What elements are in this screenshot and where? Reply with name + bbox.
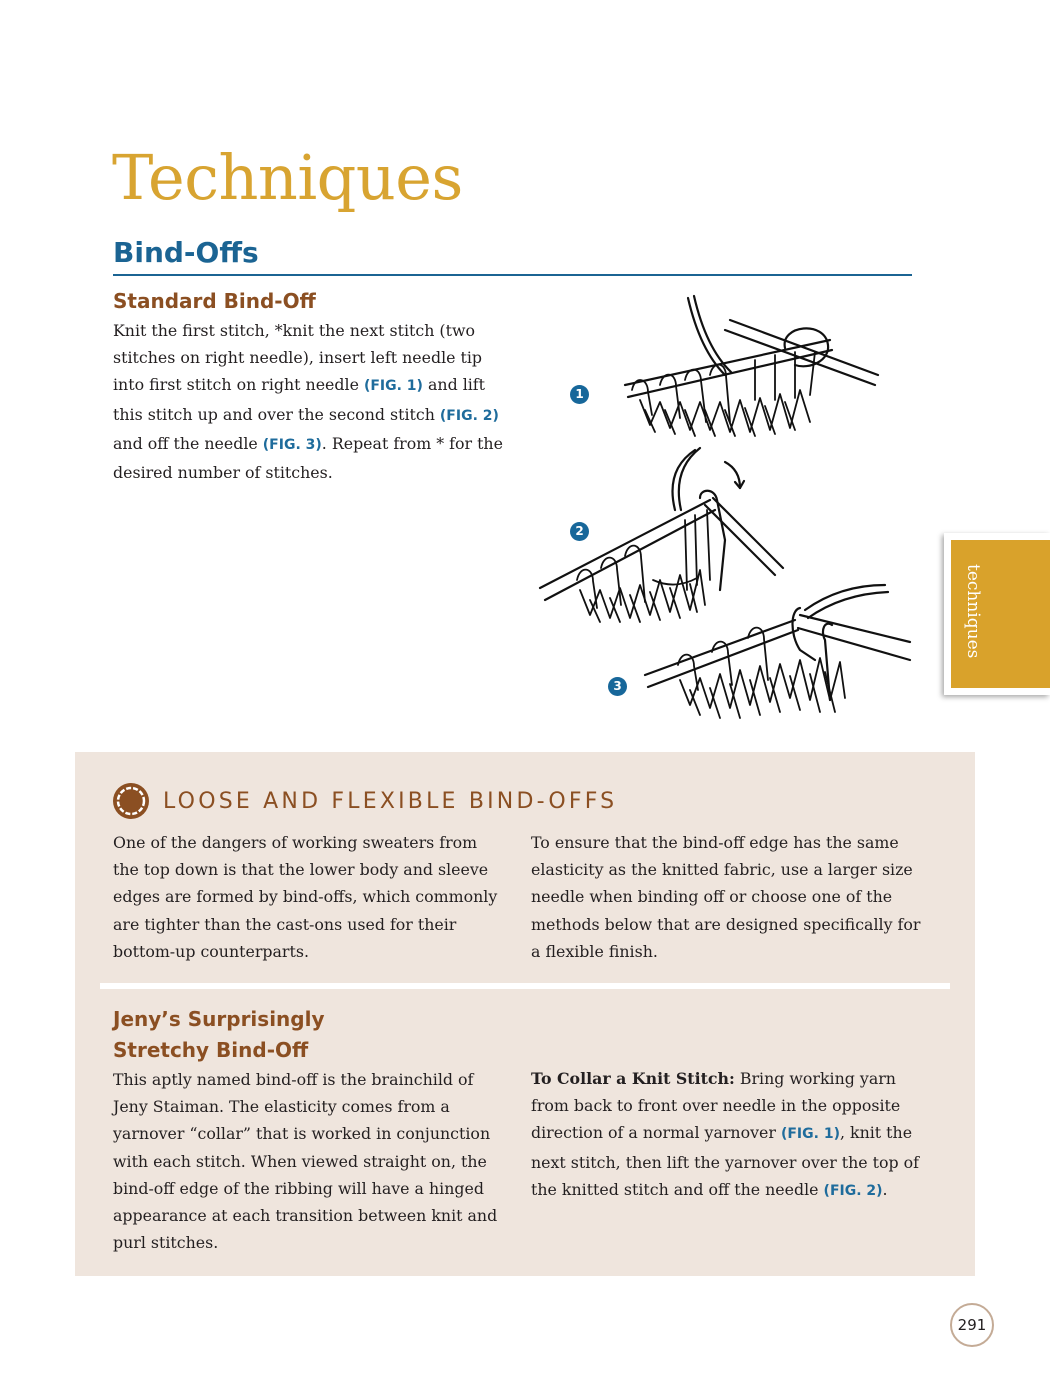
text-run: and off the needle [113,433,263,453]
fig-1-badge: 1 [570,385,589,404]
fig-2-reference[interactable]: (FIG. 2) [823,1182,883,1199]
chapter-tab-label: techniques [963,564,983,659]
text-run: . Repeat from * for the desired number of stitches. [113,433,503,483]
section-heading: Bind-Offs [113,236,259,269]
collar-knit-stitch-text [531,1065,921,1205]
jeny-heading-line-2: Stretchy Bind-Off [113,1038,309,1062]
section-divider [113,274,912,276]
knitting-fig-1-icon [560,290,930,440]
fig-3-badge: 3 [608,677,627,696]
sidebar-divider [100,983,950,989]
fig-3-reference[interactable]: (FIG. 3) [262,436,322,453]
fig-1-reference[interactable]: (FIG. 1) [780,1126,840,1143]
fig-1-reference[interactable]: (FIG. 1) [363,378,423,395]
standard-bind-off-heading: Standard Bind-Off [113,289,316,313]
fig-2-badge: 2 [570,522,589,541]
sidebar-left-paragraph: One of the dangers of working sweaters from the top down is that the lower body and sleeve edges are formed by bind-offs, which commonly are tighter than the cast-ons used for their bottom-up counterparts. [113,833,498,961]
collar-knit-stitch-label: To Collar a Knit Stitch: [531,1069,735,1088]
text-run: Knit the first stitch, *knit the next stitch (two stitches on right needle), insert left needle tip into first stitch on right needle [113,321,483,395]
bind-off-illustrations [560,290,930,740]
jeny-bind-off-heading [113,1004,503,1066]
jeny-heading-line-1: Jeny’s Surprisingly [113,1007,325,1031]
page-number: 291 [950,1303,994,1347]
jeny-bind-off-section [113,1004,503,1256]
knitting-fig-3-icon [620,580,930,740]
page-title: Techniques [112,141,463,214]
sidebar-right-paragraph: To ensure that the bind-off edge has the same elasticity as the knitted fabric, use a larger size needle when binding off or choose one of the methods below that are designed specifically for a flexible finish. [531,833,921,961]
text-run: , knit the next stitch, then lift the yarnover over the top of the knitted stitch and off the needle [531,1123,920,1199]
text-run: . [882,1179,888,1199]
standard-bind-off-section [113,286,503,486]
dashed-circle-icon [113,783,149,819]
chapter-tab-fill [951,540,1050,688]
loose-flexible-sidebar [75,752,975,1276]
text-run: and lift this stitch up and over the second stitch [113,375,485,424]
chapter-tab[interactable] [944,533,1050,695]
fig-2-reference[interactable]: (FIG. 2) [439,407,499,424]
text-run: Bring working yarn from back to front over needle in the opposite direction of a normal yarnover [531,1069,901,1143]
standard-bind-off-text [113,317,503,486]
sidebar-title: LOOSE AND FLEXIBLE BIND-OFFS [163,788,618,814]
jeny-bind-off-text: This aptly named bind-off is the brainchild of Jeny Staiman. The elasticity comes from a yarnover “collar” that is worked in conjunction with each stitch. When viewed straight on, the bind-off edge of the ribbing will have a hinged appearance at each transition between knit and purl stitches. [113,1070,498,1253]
sidebar-title-row [113,783,617,819]
